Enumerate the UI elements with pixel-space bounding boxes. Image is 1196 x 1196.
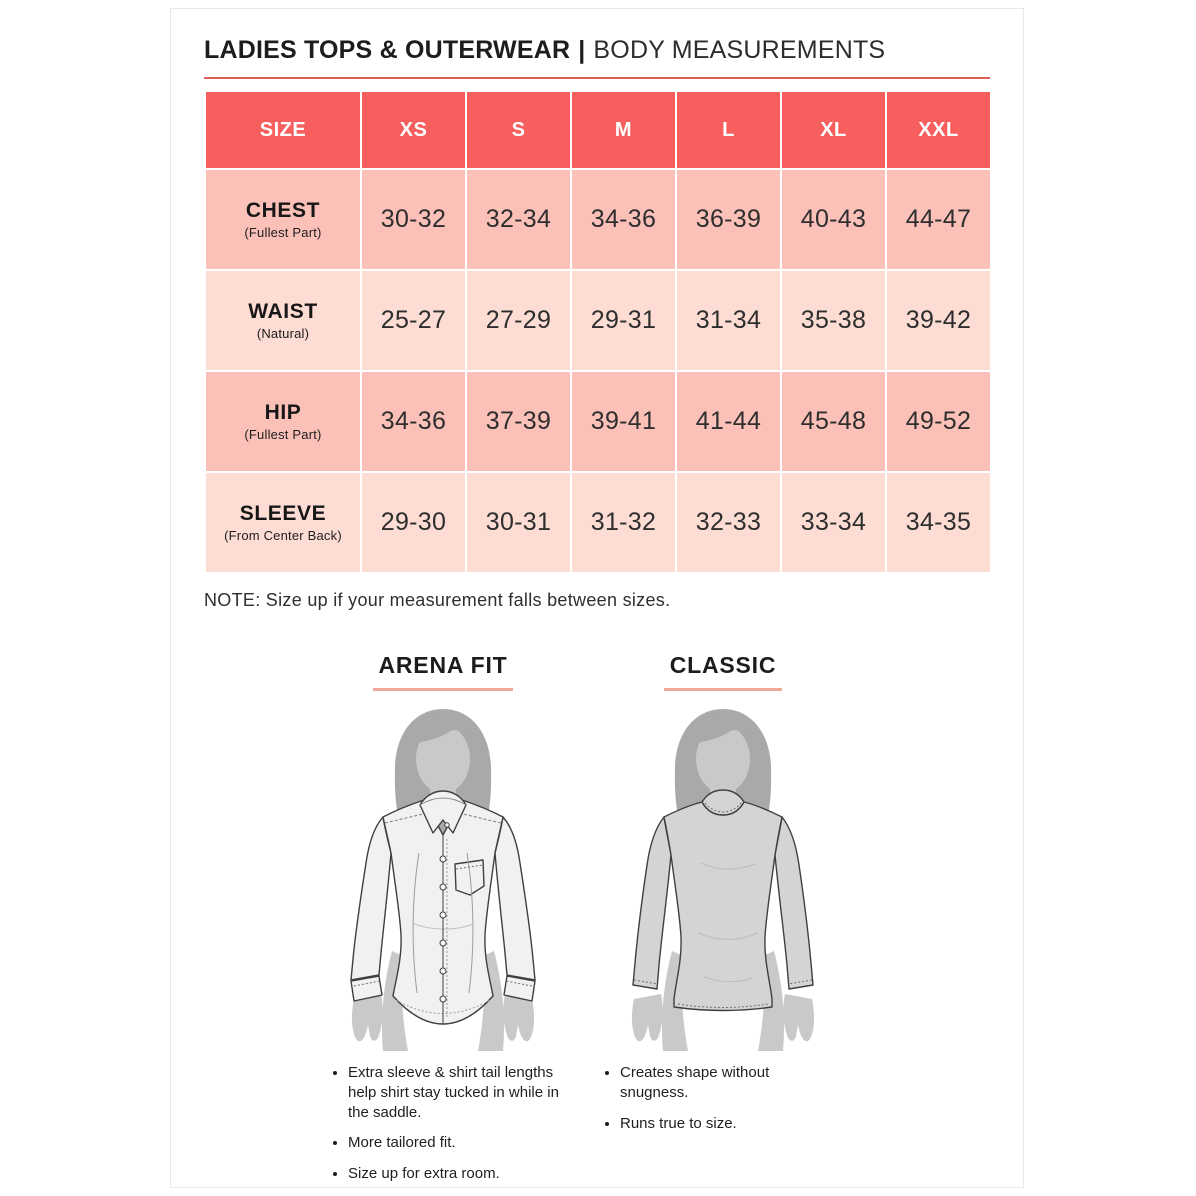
- classic-section: [598, 652, 848, 1144]
- cell-hip-xxl: 49-52: [886, 371, 991, 472]
- cell-chest-xl: 40-43: [781, 169, 886, 270]
- classic-bullet-list: [596, 1063, 798, 1144]
- sizing-note: NOTE: Size up if your measurement falls between sizes.: [204, 590, 671, 610]
- col-header-l: L: [676, 91, 781, 169]
- classic-underline: [664, 688, 782, 691]
- list-item: • Creates shape without snugness.: [620, 1063, 798, 1103]
- cell-sleeve-m: 31-32: [571, 472, 676, 573]
- arena-fit-bullet-list: [320, 1063, 570, 1195]
- arena-fit-heading: ARENA FIT: [378, 652, 508, 678]
- cell-hip-l: 41-44: [676, 371, 781, 472]
- row-label-text: HIP: [264, 400, 302, 424]
- title-underline: [204, 77, 990, 79]
- table-row-waist: [205, 270, 991, 371]
- row-sublabel-text: (Fullest Part): [244, 225, 322, 241]
- cell-hip-m: 39-41: [571, 371, 676, 472]
- size-chart-table: [204, 90, 992, 574]
- title-separator: |: [578, 36, 586, 64]
- cell-chest-s: 32-34: [466, 169, 571, 270]
- page-title: [204, 36, 990, 65]
- table-row-chest: [205, 169, 991, 270]
- cell-sleeve-s: 30-31: [466, 472, 571, 573]
- col-header-xl: XL: [781, 91, 886, 169]
- woman-long-sleeve-tee-illustration: [608, 701, 838, 1051]
- cell-hip-xs: 34-36: [361, 371, 466, 472]
- cell-waist-xs: 25-27: [361, 270, 466, 371]
- cell-hip-xl: 45-48: [781, 371, 886, 472]
- table-row-sleeve: [205, 472, 991, 573]
- cell-waist-l: 31-34: [676, 270, 781, 371]
- col-header-size: SIZE: [205, 91, 361, 169]
- title-section: BODY MEASUREMENTS: [593, 36, 886, 64]
- cell-waist-xl: 35-38: [781, 270, 886, 371]
- list-item: • Runs true to size.: [620, 1114, 798, 1134]
- col-header-s: S: [466, 91, 571, 169]
- row-label-waist: [205, 270, 361, 371]
- arena-fit-section: [318, 652, 568, 1195]
- row-sublabel-text: (From Center Back): [224, 528, 342, 544]
- row-label-hip: [205, 371, 361, 472]
- col-header-xxl: XXL: [886, 91, 991, 169]
- col-header-xs: XS: [361, 91, 466, 169]
- row-label-sleeve: [205, 472, 361, 573]
- cell-waist-m: 29-31: [571, 270, 676, 371]
- row-sublabel-text: (Fullest Part): [244, 427, 322, 443]
- arena-fit-underline: [373, 688, 513, 691]
- header-row: [205, 91, 991, 169]
- cell-chest-xs: 30-32: [361, 169, 466, 270]
- cell-sleeve-xl: 33-34: [781, 472, 886, 573]
- cell-hip-s: 37-39: [466, 371, 571, 472]
- cell-sleeve-xxl: 34-35: [886, 472, 991, 573]
- cell-sleeve-xs: 29-30: [361, 472, 466, 573]
- woman-button-down-shirt-illustration: [328, 701, 558, 1051]
- row-label-text: SLEEVE: [239, 501, 327, 525]
- cell-waist-s: 27-29: [466, 270, 571, 371]
- classic-heading: CLASSIC: [669, 652, 777, 678]
- col-header-m: M: [571, 91, 676, 169]
- table-row-hip: [205, 371, 991, 472]
- list-item: • Extra sleeve & shirt tail lengths help shirt stay tucked in while in the saddle.: [348, 1063, 570, 1122]
- list-item: • More tailored fit.: [348, 1133, 570, 1153]
- cell-chest-m: 34-36: [571, 169, 676, 270]
- cell-waist-xxl: 39-42: [886, 270, 991, 371]
- row-label-text: CHEST: [245, 198, 321, 222]
- row-label-text: WAIST: [248, 299, 318, 323]
- list-item: • Size up for extra room.: [348, 1164, 570, 1184]
- cell-sleeve-l: 32-33: [676, 472, 781, 573]
- title-brand: LADIES TOPS & OUTERWEAR: [204, 36, 571, 64]
- cell-chest-xxl: 44-47: [886, 169, 991, 270]
- row-sublabel-text: (Natural): [256, 326, 310, 342]
- cell-chest-l: 36-39: [676, 169, 781, 270]
- row-label-chest: [205, 169, 361, 270]
